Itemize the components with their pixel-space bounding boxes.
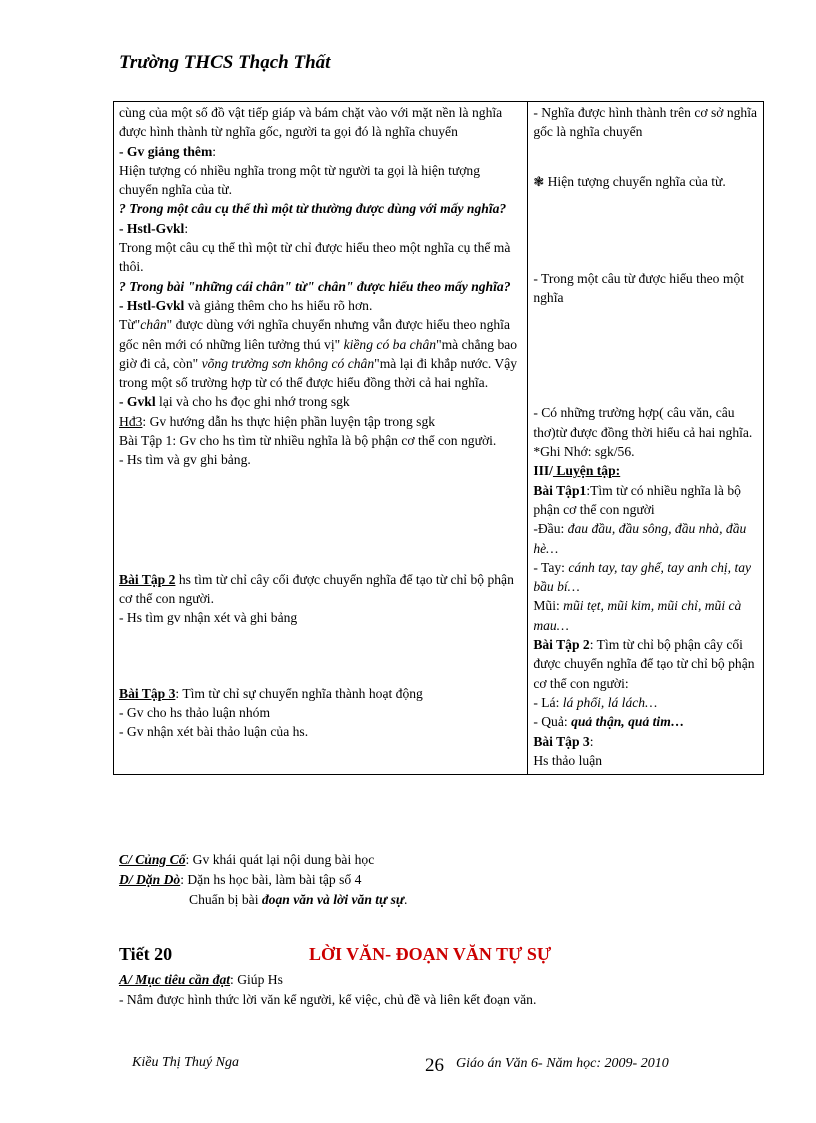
spacer bbox=[533, 307, 758, 403]
paragraph: Hiện tượng có nhiều nghĩa trong một từ người ta gọi là hiện tượng chuyển nghĩa của từ. bbox=[119, 162, 480, 198]
paragraph: - Gv nhận xét bài thảo luận của hs. bbox=[119, 724, 309, 740]
paragraph: - Gv cho hs thảo luận nhóm bbox=[119, 704, 271, 720]
paragraph: - Hs tìm gv nhận xét và ghi bảng bbox=[119, 610, 298, 626]
paragraph: Bài Tập 3: Tìm từ chỉ sự chuyển nghĩa thành hoạt động bbox=[119, 685, 423, 701]
paragraph: - Gv giảng thêm: bbox=[119, 143, 217, 159]
next-lesson-heading bbox=[119, 944, 759, 965]
question: ? Trong một câu cụ thể thì một từ thường được dùng với mấy nghĩa? bbox=[119, 201, 507, 217]
footer-author: Kiều Thị Thuý Nga bbox=[132, 1055, 239, 1070]
spacer bbox=[119, 628, 522, 684]
lesson-closing bbox=[119, 850, 407, 910]
paragraph: cùng của một số đồ vật tiếp giáp và bám chặt vào với mặt nền là nghĩa được hình thành từ nghĩa gốc, người ta gọi đó là nghĩa chuyển bbox=[119, 105, 503, 140]
lesson-title: LỜI VĂN- ĐOẠN VĂN TỰ SỰ bbox=[309, 944, 552, 964]
page-number: 26 bbox=[425, 1055, 444, 1076]
paragraph: - Quả: quả thận, quả tim… bbox=[533, 714, 685, 730]
goal-line: A/ Mục tiêu cần đạt: Giúp Hs bbox=[119, 972, 283, 987]
paragraph: Bài Tập1:Tìm từ có nhiều nghĩa là bộ phận cơ thể con người bbox=[533, 482, 741, 517]
paragraph: Bài Tập 2: Tìm từ chỉ bộ phận cây cối được chuyển nghĩa để tạo từ chỉ bộ phận cơ thể con người: bbox=[533, 637, 755, 691]
paragraph: - Tay: cánh tay, tay ghế, tay anh chị, tay bầu bí… bbox=[533, 559, 752, 595]
paragraph: Hđ3: Gv hướng dẫn hs thực hiện phần luyện tập trong sgk bbox=[119, 413, 436, 429]
paragraph: Mũi: mũi tẹt, mũi kim, mũi chỉ, mũi cà mau… bbox=[533, 598, 742, 633]
paragraph: Bài Tập 3: bbox=[533, 733, 594, 749]
question: ? Trong bài "những cái chân" từ" chân" được hiểu theo mấy nghĩa? bbox=[119, 278, 511, 294]
paragraph: ❃ Hiện tượng chuyển nghĩa của từ. bbox=[533, 173, 726, 189]
paragraph: Bài Tập 2 hs tìm từ chỉ cây cối được chuyển nghĩa để tạo từ chỉ bộ phận cơ thể con người. bbox=[119, 571, 514, 606]
lesson-table bbox=[113, 101, 764, 775]
paragraph: - Hstl-Gvkl: bbox=[119, 220, 189, 236]
lesson-number: Tiết 20 bbox=[119, 944, 173, 964]
school-header: Trường THCS Thạch Thất bbox=[119, 52, 331, 73]
paragraph: Bài Tập 1: Gv cho hs tìm từ nhiều nghĩa là bộ phận cơ thể con người. bbox=[119, 433, 497, 449]
paragraph: Từ"chân" được dùng với nghĩa chuyển nhưng vẫn được hiểu theo nghĩa gốc nên mới có những liên tưởng thú vị" kiềng có ba chân"mà chẳng bao giờ đi cả, còn" võng trường sơn không có chân"mà lại đi khắp nước. Vậy trong một số trường hợp từ có thể được hiểu đồng thời cả hai nghĩa. bbox=[119, 317, 518, 391]
teacher-activity-column bbox=[114, 102, 528, 775]
paragraph: - Hs tìm và gv ghi bảng. bbox=[119, 452, 251, 468]
paragraph: Trong một câu cụ thể thì một từ chỉ được hiểu theo một nghĩa cụ thể mà thôi. bbox=[119, 240, 511, 275]
paragraph: - Lá: lá phổi, lá lách… bbox=[533, 694, 658, 710]
goal-item: - Nắm được hình thức lời văn kể người, kể việc, chủ đề và liên kết đoạn văn. bbox=[119, 992, 537, 1007]
lesson-goal bbox=[119, 970, 536, 1010]
paragraph: - Nghĩa được hình thành trên cơ sở nghĩa gốc là nghĩa chuyển bbox=[533, 105, 758, 140]
paragraph: - Gvkl lại và cho hs đọc ghi nhớ trong sgk bbox=[119, 394, 350, 410]
spacer bbox=[533, 191, 758, 269]
paragraph: - Có những trường hợp( câu văn, câu thơ)từ được đồng thời hiểu cả hai nghĩa. bbox=[533, 405, 753, 440]
spacer bbox=[119, 470, 522, 570]
paragraph: -Đầu: đau đầu, đầu sông, đầu nhà, đầu hè… bbox=[533, 521, 747, 556]
flower-bullet-icon: ❃ bbox=[533, 173, 545, 189]
consolidation-line: C/ Củng Cố: Gv khái quát lại nội dung bài học bbox=[119, 852, 375, 867]
section-heading: III/ Luyện tập: bbox=[533, 463, 621, 479]
paragraph: - Hstl-Gvkl và giảng thêm cho hs hiểu rõ hơn. bbox=[119, 297, 373, 313]
homework-line: D/ Dặn Dò: Dặn hs học bài, làm bài tập số 4 bbox=[119, 872, 362, 887]
paragraph: - Trong một câu từ được hiểu theo một nghĩa bbox=[533, 270, 745, 306]
paragraph: *Ghi Nhớ: sgk/56. bbox=[533, 444, 635, 460]
spacer bbox=[533, 142, 758, 172]
student-activity-column bbox=[528, 102, 764, 775]
footer-info: Giáo án Văn 6- Năm học: 2009- 2010 bbox=[456, 1056, 669, 1071]
paragraph: Hs thảo luận bbox=[533, 752, 603, 768]
preparation-line: Chuẩn bị bài đoạn văn và lời văn tự sự. bbox=[189, 892, 408, 907]
